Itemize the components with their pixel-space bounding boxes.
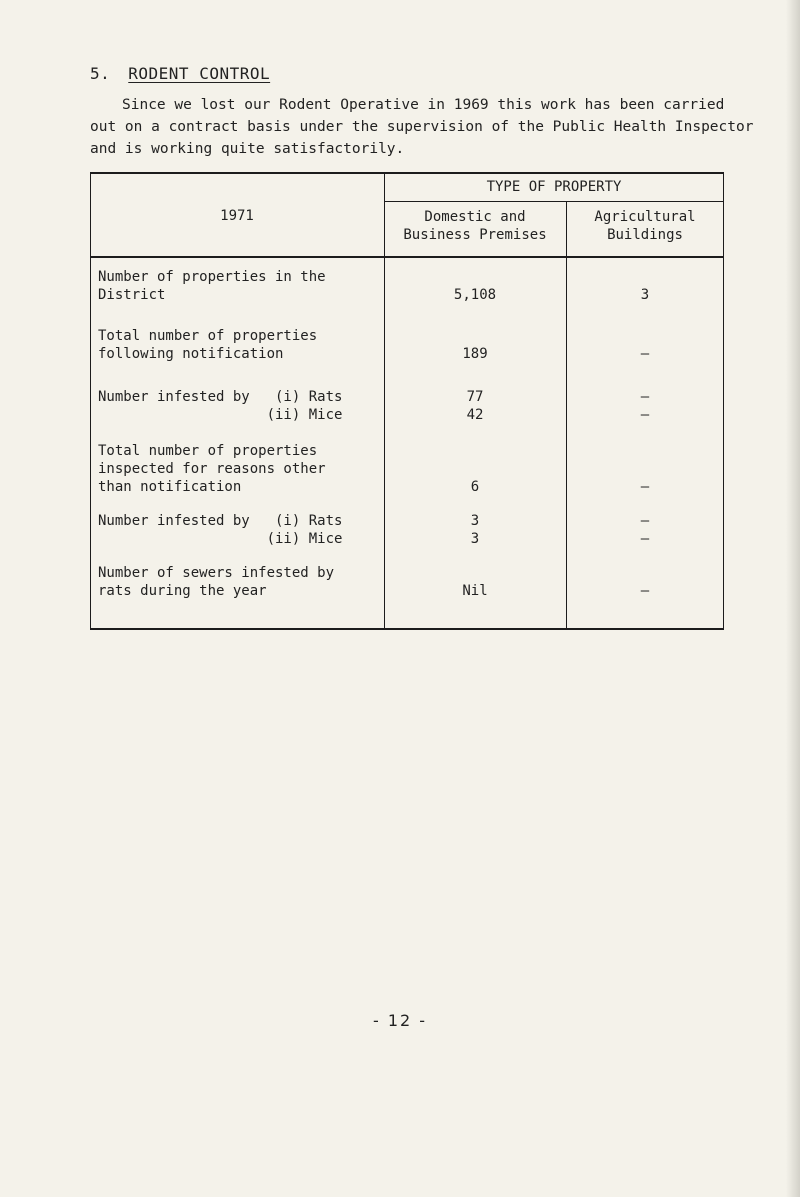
section-heading bbox=[90, 64, 270, 83]
table-left-border bbox=[90, 172, 91, 630]
year-header: 1971 bbox=[220, 208, 254, 224]
table-bottom-rule bbox=[90, 628, 724, 630]
group-header-rule bbox=[384, 201, 724, 202]
column-header-domestic: Domestic and Business Premises bbox=[403, 209, 547, 243]
rodent-control-table bbox=[90, 172, 724, 630]
page-number: - 12 - bbox=[372, 1011, 428, 1030]
cell-domestic: 3 bbox=[470, 531, 480, 547]
row-label: (ii) Mice bbox=[98, 531, 343, 547]
cell-domestic: 3 bbox=[470, 513, 480, 529]
section-number: 5. bbox=[90, 64, 111, 83]
cell-agricultural: – bbox=[640, 346, 650, 362]
cell-domestic: Nil bbox=[462, 583, 488, 599]
row-label: Number infested by (i) Rats bbox=[98, 513, 343, 529]
column-header-agricultural: Agricultural Buildings bbox=[594, 209, 696, 243]
row-label: Total number of properties following notification bbox=[98, 328, 318, 362]
cell-domestic: 77 bbox=[466, 389, 484, 405]
cell-agricultural: – bbox=[640, 407, 650, 423]
cell-domestic: 42 bbox=[466, 407, 484, 423]
intro-paragraph bbox=[90, 94, 780, 160]
cell-domestic: 189 bbox=[462, 346, 488, 362]
section-title: RODENT CONTROL bbox=[128, 64, 271, 83]
cell-domestic: 5,108 bbox=[453, 287, 497, 303]
cell-agricultural: – bbox=[640, 513, 650, 529]
paragraph-line: out on a contract basis under the supervision of the Public Health Inspector bbox=[90, 119, 754, 135]
table-header-rule bbox=[90, 256, 724, 258]
group-header: TYPE OF PROPERTY bbox=[486, 179, 622, 195]
cell-agricultural: 3 bbox=[640, 287, 650, 303]
cell-domestic: 6 bbox=[470, 479, 480, 495]
row-label: Number of sewers infested by rats during the year bbox=[98, 565, 335, 599]
cell-agricultural: – bbox=[640, 389, 650, 405]
row-label: (ii) Mice bbox=[98, 407, 343, 423]
cell-agricultural: – bbox=[640, 531, 650, 547]
row-label: Number of properties in the District bbox=[98, 269, 326, 303]
row-label: Total number of properties inspected for reasons other than notification bbox=[98, 443, 326, 495]
cell-agricultural: – bbox=[640, 479, 650, 495]
row-label: Number infested by (i) Rats bbox=[98, 389, 343, 405]
paragraph-line: Since we lost our Rodent Operative in 1969 this work has been carried bbox=[122, 97, 725, 113]
table-top-rule bbox=[90, 172, 724, 174]
paragraph-line: and is working quite satisfactorily. bbox=[90, 141, 405, 157]
cell-agricultural: – bbox=[640, 583, 650, 599]
